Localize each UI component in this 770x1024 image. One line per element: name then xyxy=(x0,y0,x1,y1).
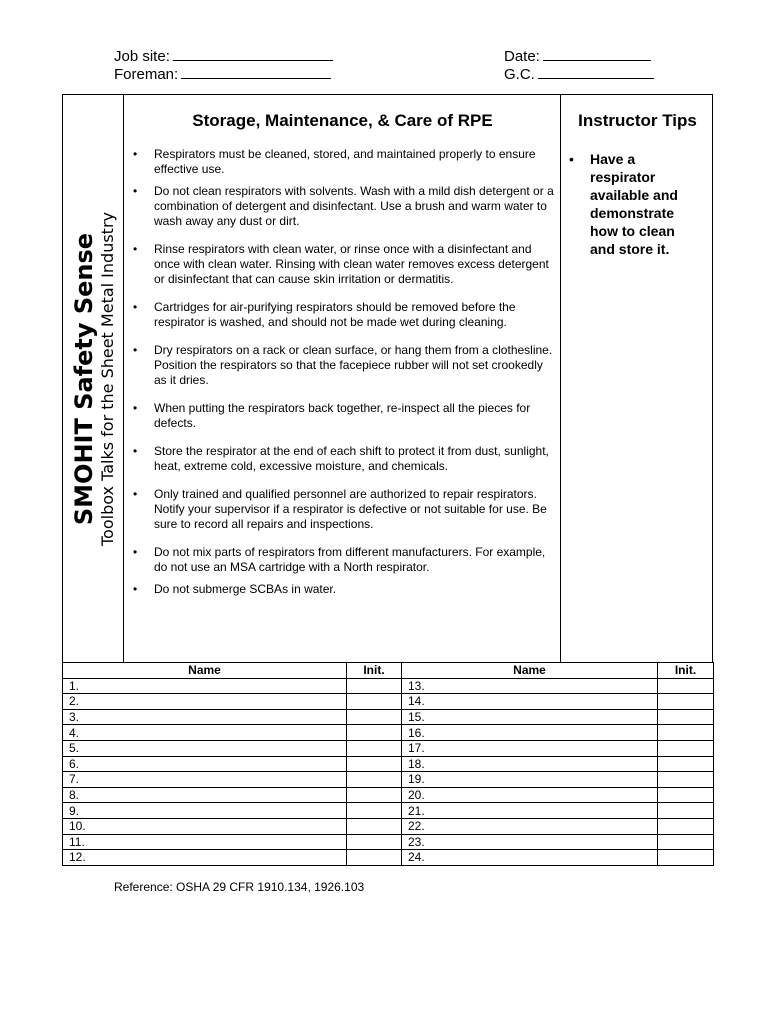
bullet-text: Rinse respirators with clean water, or rinse once with a disinfectant and once with clean water. Rinsing with clean water removes excess detergent or disinfectant that can cause skin irritation or dermatitis. xyxy=(154,242,549,286)
tip-line: available and xyxy=(590,187,678,203)
foreman-field[interactable] xyxy=(114,66,331,83)
bullet-dot: • xyxy=(133,147,138,161)
init-cell[interactable] xyxy=(347,803,402,819)
table-row xyxy=(63,709,714,725)
tips-title: Instructor Tips xyxy=(578,111,697,130)
init-cell[interactable] xyxy=(658,678,714,694)
sidebar-text xyxy=(70,212,118,546)
table-row xyxy=(63,834,714,850)
name-cell[interactable]: 24. xyxy=(402,850,658,866)
init-cell[interactable] xyxy=(347,678,402,694)
tip-line: and store it. xyxy=(590,241,670,257)
bullet-list xyxy=(125,147,555,597)
table-row xyxy=(63,787,714,803)
bullet-item xyxy=(125,242,555,287)
tip-line: demonstrate xyxy=(590,205,675,221)
date-field[interactable] xyxy=(504,48,651,65)
date-label: Date: xyxy=(504,48,540,65)
bullet-dot: • xyxy=(133,300,138,314)
name-cell[interactable]: 11. xyxy=(63,834,347,850)
bullet-dot: • xyxy=(133,401,138,415)
name-cell[interactable]: 20. xyxy=(402,787,658,803)
bullet-dot: • xyxy=(133,242,138,256)
init-cell[interactable] xyxy=(658,818,714,834)
name-cell[interactable]: 5. xyxy=(63,740,347,756)
init-cell[interactable] xyxy=(658,803,714,819)
bullet-text: Respirators must be cleaned, stored, and maintained properly to ensure effective use. xyxy=(154,147,536,176)
init-cell[interactable] xyxy=(347,694,402,710)
init-cell[interactable] xyxy=(658,756,714,772)
bullet-item xyxy=(125,582,555,597)
name-cell[interactable]: 4. xyxy=(63,725,347,741)
bullet-text: When putting the respirators back together, re-inspect all the pieces for defects. xyxy=(154,401,531,430)
name-header: Name xyxy=(402,663,658,679)
table-row xyxy=(63,803,714,819)
name-cell[interactable]: 1. xyxy=(63,678,347,694)
job-site-field[interactable] xyxy=(114,48,333,65)
table-header-row xyxy=(63,663,714,679)
bullet-item xyxy=(125,147,555,177)
bullet-item xyxy=(125,444,555,474)
date-blank[interactable] xyxy=(543,48,651,61)
name-cell[interactable]: 7. xyxy=(63,772,347,788)
instructor-tips-column xyxy=(560,95,713,662)
init-cell[interactable] xyxy=(347,850,402,866)
name-cell[interactable]: 14. xyxy=(402,694,658,710)
gc-field[interactable] xyxy=(504,66,654,83)
table-row xyxy=(63,694,714,710)
name-cell[interactable]: 21. xyxy=(402,803,658,819)
name-header: Name xyxy=(63,663,347,679)
init-cell[interactable] xyxy=(347,740,402,756)
tip-item xyxy=(561,150,711,258)
reference-note: Reference: OSHA 29 CFR 1910.134, 1926.103 xyxy=(114,880,365,894)
bullet-text: Only trained and qualified personnel are authorized to repair respirators. Notify your supervisor if a respirator is defective or not suitable for use. Be sure to record all repairs and inspections. xyxy=(154,487,547,531)
signin-table xyxy=(62,662,714,866)
bullet-dot: • xyxy=(133,343,138,357)
bullet-text: Store the respirator at the end of each shift to protect it from dust, sunlight, heat, extreme cold, excessive moisture, and chemicals. xyxy=(154,444,549,473)
bullet-item xyxy=(125,343,555,388)
gc-blank[interactable] xyxy=(538,66,654,79)
bullet-dot: • xyxy=(133,184,138,198)
bullet-item xyxy=(125,401,555,431)
foreman-blank[interactable] xyxy=(181,66,331,79)
init-cell[interactable] xyxy=(658,772,714,788)
name-cell[interactable]: 13. xyxy=(402,678,658,694)
init-cell[interactable] xyxy=(347,772,402,788)
init-cell[interactable] xyxy=(658,725,714,741)
foreman-label: Foreman: xyxy=(114,66,179,83)
gc-label: G.C. xyxy=(504,66,535,83)
name-cell[interactable]: 12. xyxy=(63,850,347,866)
name-cell[interactable]: 2. xyxy=(63,694,347,710)
bullet-dot: • xyxy=(569,151,574,167)
job-site-label: Job site: xyxy=(114,48,170,65)
sidebar-subtitle: Toolbox Talks for the Sheet Metal Industry xyxy=(98,212,117,546)
job-site-blank[interactable] xyxy=(173,48,333,61)
table-row xyxy=(63,740,714,756)
bullet-dot: • xyxy=(133,487,138,501)
init-cell[interactable] xyxy=(658,709,714,725)
table-row xyxy=(63,850,714,866)
bullet-item xyxy=(125,487,555,532)
init-cell[interactable] xyxy=(347,709,402,725)
tip-line: how to clean xyxy=(590,223,675,239)
name-cell[interactable]: 16. xyxy=(402,725,658,741)
tip-line: respirator xyxy=(590,169,656,185)
table-row xyxy=(63,772,714,788)
sidebar-column xyxy=(63,95,124,662)
table-row xyxy=(63,756,714,772)
content-box xyxy=(62,94,713,663)
init-cell[interactable] xyxy=(347,834,402,850)
init-cell[interactable] xyxy=(347,787,402,803)
bullet-dot: • xyxy=(133,545,138,559)
init-cell[interactable] xyxy=(347,818,402,834)
name-cell[interactable]: 23. xyxy=(402,834,658,850)
init-cell[interactable] xyxy=(658,850,714,866)
bullet-item xyxy=(125,184,555,229)
table-row xyxy=(63,678,714,694)
bullet-item xyxy=(125,300,555,330)
main-title: Storage, Maintenance, & Care of RPE xyxy=(192,111,493,130)
init-cell[interactable] xyxy=(658,740,714,756)
name-cell[interactable]: 9. xyxy=(63,803,347,819)
table-row xyxy=(63,725,714,741)
init-cell[interactable] xyxy=(658,787,714,803)
name-cell[interactable]: 10. xyxy=(63,818,347,834)
bullet-text: Do not mix parts of respirators from different manufacturers. For example, do not use an MSA cartridge with a North respirator. xyxy=(154,545,546,574)
init-cell[interactable] xyxy=(347,725,402,741)
bullet-item xyxy=(125,545,555,575)
bullet-text: Dry respirators on a rack or clean surface, or hang them from a clothesline. Position the respirators so that the facepiece rubber will not set crookedly as it dries. xyxy=(154,343,553,387)
init-cell[interactable] xyxy=(347,756,402,772)
name-cell[interactable]: 15. xyxy=(402,709,658,725)
name-cell[interactable]: 18. xyxy=(402,756,658,772)
tip-line: Have a xyxy=(590,151,636,167)
name-cell[interactable]: 8. xyxy=(63,787,347,803)
name-cell[interactable]: 19. xyxy=(402,772,658,788)
bullet-text: Do not submerge SCBAs in water. xyxy=(154,582,337,596)
table-row xyxy=(63,818,714,834)
name-cell[interactable]: 17. xyxy=(402,740,658,756)
init-header: Init. xyxy=(347,663,402,679)
sidebar-title: SMOHIT Safety Sense xyxy=(70,232,98,526)
name-cell[interactable]: 6. xyxy=(63,756,347,772)
bullet-dot: • xyxy=(133,444,138,458)
init-header: Init. xyxy=(658,663,714,679)
bullet-text: Cartridges for air-purifying respirators should be removed before the respirator is washed, and should not be made wet during cleaning. xyxy=(154,300,516,329)
tips-list xyxy=(561,150,711,258)
name-cell[interactable]: 22. xyxy=(402,818,658,834)
init-cell[interactable] xyxy=(658,834,714,850)
init-cell[interactable] xyxy=(658,694,714,710)
signin-rows xyxy=(63,678,714,865)
bullet-dot: • xyxy=(133,582,138,596)
name-cell[interactable]: 3. xyxy=(63,709,347,725)
bullet-text: Do not clean respirators with solvents. Wash with a mild dish detergent or a combination of detergent and disinfectant. Use a brush and warm water to wash away any dust or dirt. xyxy=(154,184,554,228)
